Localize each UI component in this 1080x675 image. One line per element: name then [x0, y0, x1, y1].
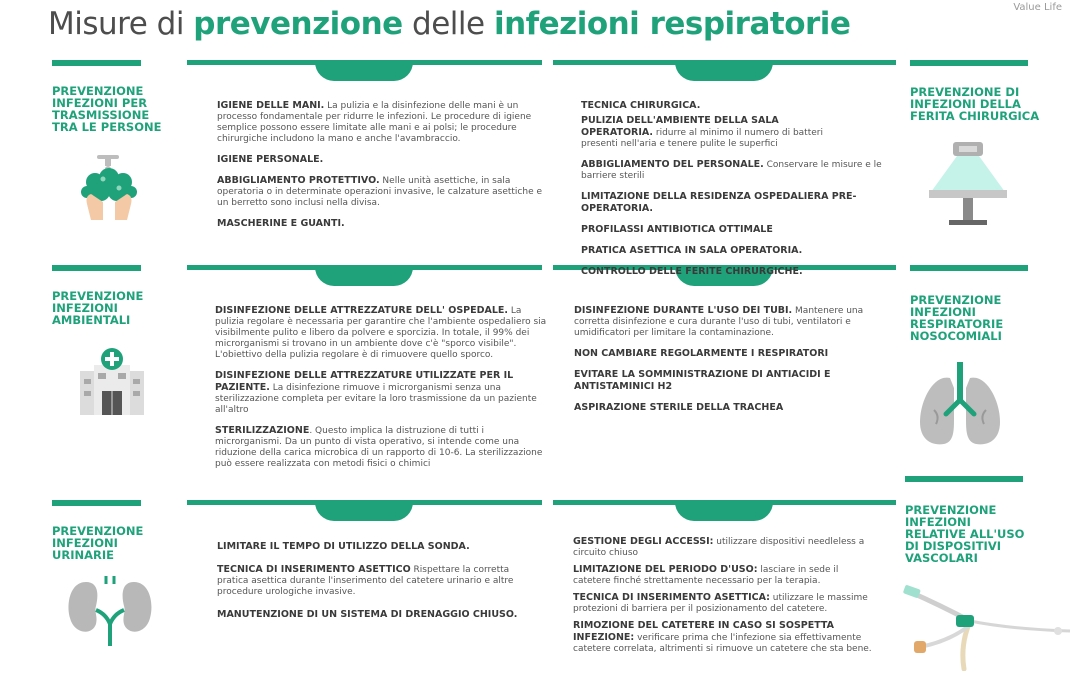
- panel-respiratorie: [574, 305, 894, 423]
- list-item: GESTIONE DEGLI ACCESSI: utilizzare dispositivi needleless a circuito chiuso: [573, 536, 865, 558]
- section-title-ferita: PREVENZIONE DI INFEZIONI DELLA FERITA CHIRURGICA: [910, 85, 1040, 123]
- section-bar: [910, 265, 1028, 271]
- panel-bump: [315, 502, 413, 521]
- list-item: IGIENE PERSONALE.: [217, 154, 324, 165]
- list-item: TECNICA DI INSERIMENTO ASETTICO Rispettare la corretta pratica asettica durante l'inserimento del catetere urinario e altre procedure urologiche invasive.: [217, 564, 514, 597]
- list-item: ABBIGLIAMENTO PROTETTIVO. Nelle unità asettiche, in sala operatoria o in determinate operazioni invasive, le calzature asettiche e un berretto sono inclusi nella divisa.: [217, 175, 542, 208]
- list-item: DISINFEZIONE DURANTE L'USO DEI TUBI. Mantenere una corretta disinfezione e cura durante l'uso di tubi, ventilatori e umidificatori per limitare la contaminazione.: [574, 305, 864, 338]
- list-item: STERILIZZAZIONE. Questo implica la distruzione di tutti i microrganismi. Da un punto di vista operativo, si intende come una riduzione della carica microbica di un rapporto di 10-6. La sterilizzazione può essere realizzata con metodi fisici o chimici: [215, 425, 543, 469]
- list-item: PRATICA ASETTICA IN SALA OPERATORIA.: [581, 245, 803, 256]
- list-item: EVITARE LA SOMMINISTRAZIONE DI ANTIACIDI E ANTISTAMINICI H2: [574, 369, 831, 392]
- panel-bump: [675, 502, 773, 521]
- section-bar: [905, 476, 1023, 482]
- brand-label: Value Life: [1013, 2, 1062, 13]
- panel-ferita: [581, 100, 906, 287]
- list-item: LIMITAZIONE DELLA RESIDENZA OSPEDALIERA PRE-OPERATORIA.: [581, 191, 857, 214]
- list-item: IGIENE DELLE MANI. La pulizia e la disinfezione delle mani è un processo fondamentale per ridurre le infezioni. Le procedure di igiene semplice possono essere limitate alle mani e ai polsi; le procedure chirurgiche includono la mano e anche l'avambraccio.: [217, 100, 532, 144]
- list-item: MANUTENZIONE DI UN SISTEMA DI DRENAGGIO CHIUSO.: [217, 609, 518, 620]
- section-bar: [52, 60, 141, 66]
- section-title-ambientali: PREVENZIONE INFEZIONI AMBIENTALI: [52, 289, 144, 327]
- list-item: MASCHERINE E GUANTI.: [217, 218, 345, 229]
- list-item: ABBIGLIAMENTO DEL PERSONALE. Conservare le misure e le barriere sterili: [581, 159, 882, 181]
- list-item: PROFILASSI ANTIBIOTICA OTTIMALE: [581, 224, 773, 235]
- section-title-urinarie: PREVENZIONE INFEZIONI URINARIE: [52, 524, 144, 562]
- section-bar: [910, 60, 1028, 66]
- list-item: DISINFEZIONE DELLE ATTREZZATURE DELL' OSPEDALE. La pulizia regolare è necessaria per garantire che l'ambiente ospedaliero sia visibilmente pulito e libero da polvere e sporcizia. In totale, il 99% dei microrganismi si trovano in un ambiente dove c'è "sporco visibile". L'obiettivo della pulizia regolare è di rimuovere quello sporco.: [215, 305, 547, 360]
- panel-urinarie: [217, 541, 527, 630]
- page-title: Misure di prevenzione delle infezioni respiratorie: [48, 6, 851, 42]
- surgical-lamp-icon: [925, 140, 1011, 226]
- list-item: PULIZIA DELL'AMBIENTE DELLA SALA OPERATORIA. ridurre al minimo il numero di batteri presenti nell'aria e tenere pulite le superfici: [581, 115, 823, 149]
- section-title-respiratorie: PREVENZIONE INFEZIONI RESPIRATORIE NOSOCOMIALI: [910, 293, 1004, 343]
- panel-vascolari: [573, 536, 891, 655]
- panel-bump: [675, 62, 773, 81]
- list-item: NON CAMBIARE REGOLARMENTE I RESPIRATORI: [574, 348, 829, 359]
- hospital-icon: [78, 347, 146, 415]
- list-item: ASPIRAZIONE STERILE DELLA TRACHEA: [574, 402, 784, 413]
- kidneys-icon: [66, 574, 154, 646]
- list-item: TECNICA CHIRURGICA.: [581, 100, 701, 111]
- list-item: CONTROLLO DELLE FERITE CHIRURGICHE.: [581, 266, 803, 277]
- panel-bump: [315, 62, 413, 81]
- list-item: LIMITARE IL TEMPO DI UTILIZZO DELLA SONDA.: [217, 541, 470, 552]
- section-bar: [52, 265, 141, 271]
- section-title-persone: PREVENZIONE INFEZIONI PER TRASMISSIONE TRA LE PERSONE: [52, 84, 162, 134]
- catheter-icon: [900, 585, 1076, 671]
- list-item: TECNICA DI INSERIMENTO ASETTICA: utilizzare le massime protezioni di barriera per il posizionamento del catetere.: [573, 592, 868, 614]
- panel-bump: [315, 267, 413, 286]
- lungs-icon: [916, 360, 1004, 450]
- panel-ambientali: [215, 305, 550, 479]
- list-item: LIMITAZIONE DEL PERIODO D'USO: lasciare in sede il catetere finché strettamente necessario per la terapia.: [573, 564, 839, 586]
- section-title-vascolari: PREVENZIONE INFEZIONI RELATIVE ALL'USO DI DISPOSITIVI VASCOLARI: [905, 503, 1025, 565]
- section-bar: [52, 500, 141, 506]
- list-item: DISINFEZIONE DELLE ATTREZZATURE UTILIZZATE PER IL PAZIENTE. La disinfezione rimuove i microrganismi senza una sterilizzazione completa per evitare la loro trasmissione da un paziente all'altro: [215, 370, 537, 415]
- list-item: RIMOZIONE DEL CATETERE IN CASO SI SOSPETTA INFEZIONE: verificare prima che l'infezione sia effettivamente catetere correlata, altrimenti si rimuove un catetere che sta bene.: [573, 620, 872, 654]
- hand-washing-icon: [73, 152, 145, 224]
- panel-persone: [217, 100, 547, 239]
